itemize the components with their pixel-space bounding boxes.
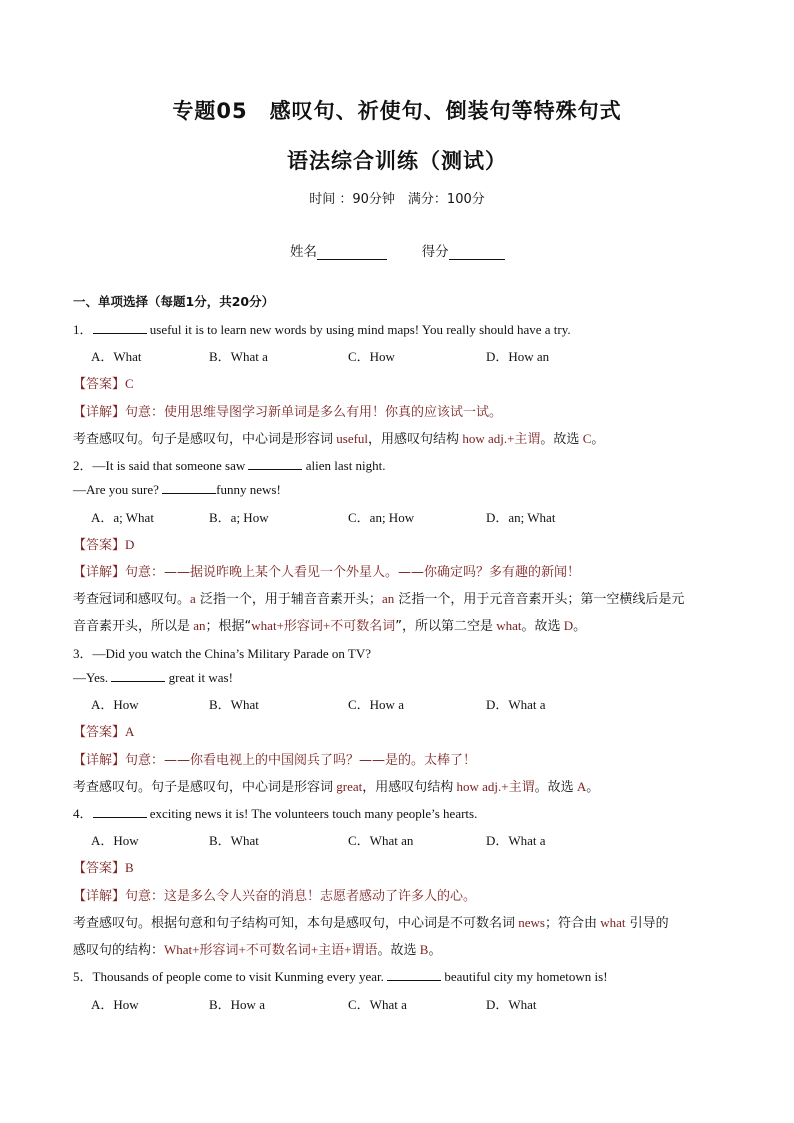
- option-a[interactable]: A．How: [91, 697, 139, 712]
- option-b[interactable]: B．What: [209, 833, 259, 848]
- option-c[interactable]: C．How: [348, 349, 395, 364]
- time-score-info: 时间 ：90分钟 满分：100分: [309, 192, 485, 207]
- question-3-detail: 【详解】句意：——你看电视上的中国阅兵了吗？——是的。太棒了！: [73, 753, 477, 768]
- question-3-explanation: 考查感叹句。句子是感叹句，中心词是形容词 great，用感叹句结构 how adj.+主谓。故选 A。: [73, 779, 600, 795]
- question-4-detail: 【详解】句意：这是多么令人兴奋的消息！志愿者感动了许多人的心。: [73, 889, 477, 904]
- option-d[interactable]: D．How an: [486, 349, 550, 364]
- question-3-stem: 3．—Did you watch the China’s Military Parade on TV?: [73, 646, 371, 661]
- option-a[interactable]: A．a; What: [91, 510, 154, 525]
- option-d[interactable]: D．What a: [486, 697, 546, 712]
- question-3-answer: 【答案】A: [73, 724, 135, 740]
- option-b[interactable]: B．What a: [209, 349, 268, 364]
- question-4-explanation-cont: 感叹句的结构：What+形容词+不可数名词+主语+谓语。故选 B。: [73, 942, 442, 958]
- question-2-stem-reply: —Are you sure? funny news!: [73, 482, 281, 497]
- question-2-detail: 【详解】句意：——据说昨晚上某个人看见一个外星人。——你确定吗？多有趣的新闻！: [73, 565, 581, 580]
- section-heading: 一、单项选择（每题1分，共20分）: [73, 294, 275, 309]
- question-2-stem: 2．—It is said that someone saw alien last night.: [73, 458, 386, 473]
- answer-blank: [111, 669, 165, 682]
- option-d[interactable]: D．What a: [486, 833, 546, 848]
- answer-blank: [387, 968, 441, 981]
- option-c[interactable]: C．an; How: [348, 510, 415, 525]
- answer-blank: [93, 805, 147, 818]
- option-c[interactable]: C．What an: [348, 833, 414, 848]
- document-title: 专题05 感叹句、祈使句、倒装句等特殊句式: [172, 99, 622, 123]
- score-label: 得分: [421, 244, 449, 260]
- question-5-stem: 5．Thousands of people come to visit Kunming every year. beautiful city my hometown is!: [73, 969, 608, 984]
- option-b[interactable]: B．What: [209, 697, 259, 712]
- question-1-explanation: 考查感叹句。句子是感叹句，中心词是形容词 useful，用感叹句结构 how adj.+主谓。故选 C。: [73, 431, 605, 447]
- answer-blank: [93, 321, 147, 334]
- question-1-detail: 【详解】句意：使用思维导图学习新单词是多么有用！你真的应该试一试。: [73, 405, 503, 420]
- name-score-row: [290, 240, 505, 260]
- question-2-explanation: 考查冠词和感叹句。a 泛指一个，用于辅音音素开头；an 泛指一个，用于元音音素开头；第一空横线后是元: [73, 591, 685, 607]
- option-a[interactable]: A．How: [91, 997, 139, 1012]
- option-b[interactable]: B．How a: [209, 997, 265, 1012]
- question-4-stem: 4． exciting news it is! The volunteers touch many people’s hearts.: [73, 806, 478, 821]
- option-c[interactable]: C．What a: [348, 997, 407, 1012]
- question-1-answer: 【答案】C: [73, 376, 134, 392]
- option-c[interactable]: C．How a: [348, 697, 404, 712]
- option-d[interactable]: D．an; What: [486, 510, 556, 525]
- question-1-stem: 1． useful it is to learn new words by using mind maps! You really should have a try.: [73, 322, 571, 337]
- question-4-answer: 【答案】B: [73, 860, 134, 876]
- question-2-answer: 【答案】D: [73, 537, 135, 553]
- question-4-explanation: 考查感叹句。根据句意和句子结构可知，本句是感叹句，中心词是不可数名词 news；符合由 what 引导的: [73, 915, 669, 931]
- score-blank[interactable]: [449, 244, 505, 260]
- option-d[interactable]: D．What: [486, 997, 537, 1012]
- option-a[interactable]: A．What: [91, 349, 142, 364]
- answer-blank: [162, 481, 216, 494]
- option-b[interactable]: B．a; How: [209, 510, 269, 525]
- option-a[interactable]: A．How: [91, 833, 139, 848]
- question-2-explanation-cont: 音音素开头，所以是 an；根据“what+形容词+不可数名词”，所以第二空是 what。故选 D。: [73, 618, 587, 634]
- answer-blank: [248, 457, 302, 470]
- question-3-stem-reply: —Yes. great it was!: [73, 670, 233, 685]
- name-blank[interactable]: [317, 244, 387, 260]
- document-subtitle: 语法综合训练（测试）: [287, 149, 507, 173]
- name-label: 姓名: [290, 244, 317, 260]
